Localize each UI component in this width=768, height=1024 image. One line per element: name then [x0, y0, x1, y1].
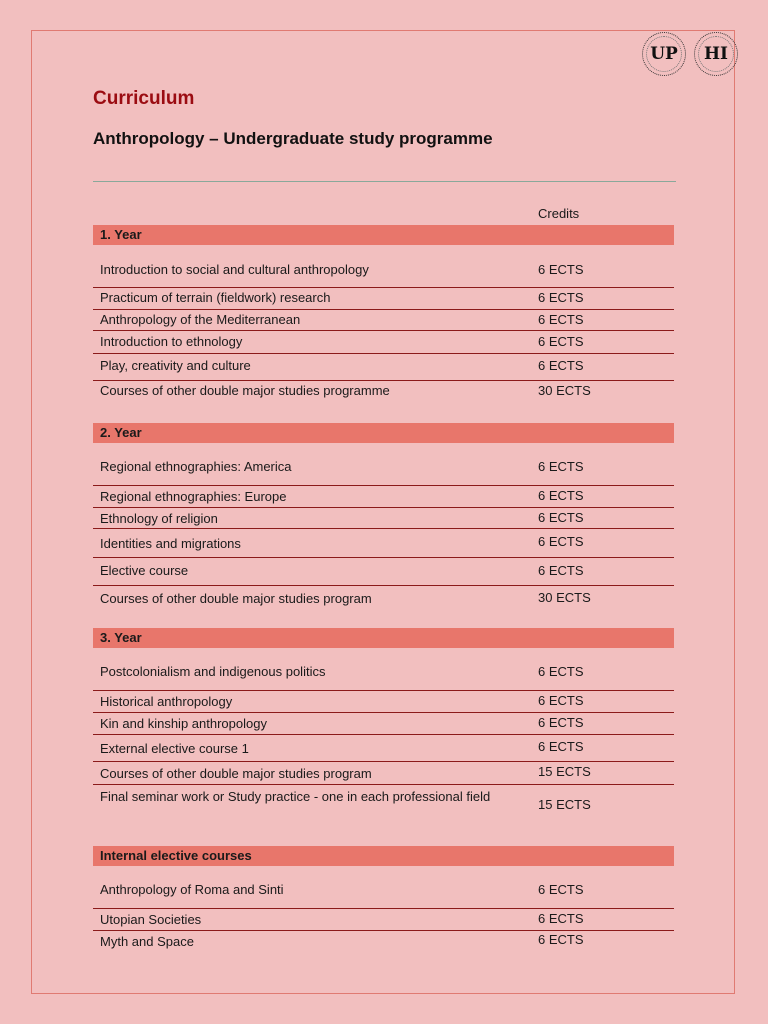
course-name: Utopian Societies [100, 912, 202, 927]
logos [642, 32, 738, 76]
course-credits: 6 ECTS [538, 715, 584, 730]
course-credits: 6 ECTS [538, 739, 584, 754]
divider [93, 181, 676, 182]
table-row [93, 713, 674, 735]
course-credits: 6 ECTS [538, 262, 584, 277]
course-credits: 6 ECTS [538, 312, 584, 327]
course-name: Regional ethnographies: Europe [100, 489, 287, 504]
course-name: Historical anthropology [100, 694, 233, 709]
course-credits: 6 ECTS [538, 510, 584, 525]
course-credits: 30 ECTS [538, 590, 591, 605]
table-row [93, 655, 674, 691]
course-credits: 6 ECTS [538, 290, 584, 305]
table-row [93, 558, 674, 586]
course-name: External elective course 1 [100, 741, 249, 756]
course-name: Introduction to social and cultural anthropology [100, 262, 369, 277]
programme-subtitle: Anthropology – Undergraduate study programme [93, 129, 493, 148]
table-row [93, 785, 674, 831]
table-row [93, 691, 674, 713]
course-name: Anthropology of Roma and Sinti [100, 882, 284, 897]
course-name: Kin and kinship anthropology [100, 716, 267, 731]
table-row [93, 909, 674, 931]
table-row [93, 252, 674, 288]
course-credits: 6 ECTS [538, 932, 584, 947]
course-name: Courses of other double major studies program [100, 591, 372, 606]
course-name: Myth and Space [100, 934, 194, 949]
table-row [93, 381, 674, 405]
table-row [93, 586, 674, 612]
course-credits: 6 ECTS [538, 534, 584, 549]
course-name: Play, creativity and culture [100, 358, 251, 373]
table-row [93, 508, 674, 529]
course-name: Introduction to ethnology [100, 334, 243, 349]
table-row [93, 762, 674, 785]
course-credits: 6 ECTS [538, 563, 584, 578]
table-row [93, 331, 674, 354]
course-credits: 6 ECTS [538, 911, 584, 926]
table-row [93, 873, 674, 909]
institute-seal-logo: HI [694, 32, 738, 76]
table-row [93, 288, 674, 310]
course-name: Anthropology of the Mediterranean [100, 312, 301, 327]
course-credits: 6 ECTS [538, 693, 584, 708]
table-row [93, 310, 674, 331]
course-credits: 6 ECTS [538, 358, 584, 373]
course-name: Ethnology of religion [100, 511, 218, 526]
course-name: Practicum of terrain (fieldwork) research [100, 290, 331, 305]
page-title: Curriculum [93, 88, 195, 109]
table-row [93, 735, 674, 762]
course-credits: 15 ECTS [538, 797, 591, 812]
course-credits: 6 ECTS [538, 882, 584, 897]
section-header-year-2: 2. Year [93, 423, 674, 443]
course-name: Courses of other double major studies program [100, 766, 372, 781]
course-credits: 15 ECTS [538, 764, 591, 779]
course-credits: 6 ECTS [538, 459, 584, 474]
course-name: Courses of other double major studies programme [100, 383, 390, 398]
course-name: Postcolonialism and indigenous politics [100, 664, 326, 679]
course-credits: 30 ECTS [538, 383, 591, 398]
credits-column-header: Credits [538, 206, 580, 221]
course-credits: 6 ECTS [538, 488, 584, 503]
course-name: Final seminar work or Study practice - one in each professional field [100, 789, 491, 804]
course-credits: 6 ECTS [538, 334, 584, 349]
section-header-internal-electives: Internal elective courses [93, 846, 674, 866]
table-row [93, 931, 674, 953]
university-seal-logo: UP [642, 32, 686, 76]
course-name: Identities and migrations [100, 536, 241, 551]
course-name: Elective course [100, 563, 189, 578]
course-credits: 6 ECTS [538, 664, 584, 679]
section-header-year-3: 3. Year [93, 628, 674, 648]
section-header-year-1: 1. Year [93, 225, 674, 245]
table-row [93, 529, 674, 558]
table-row [93, 450, 674, 486]
table-row [93, 354, 674, 381]
table-row [93, 486, 674, 508]
course-name: Regional ethnographies: America [100, 459, 292, 474]
